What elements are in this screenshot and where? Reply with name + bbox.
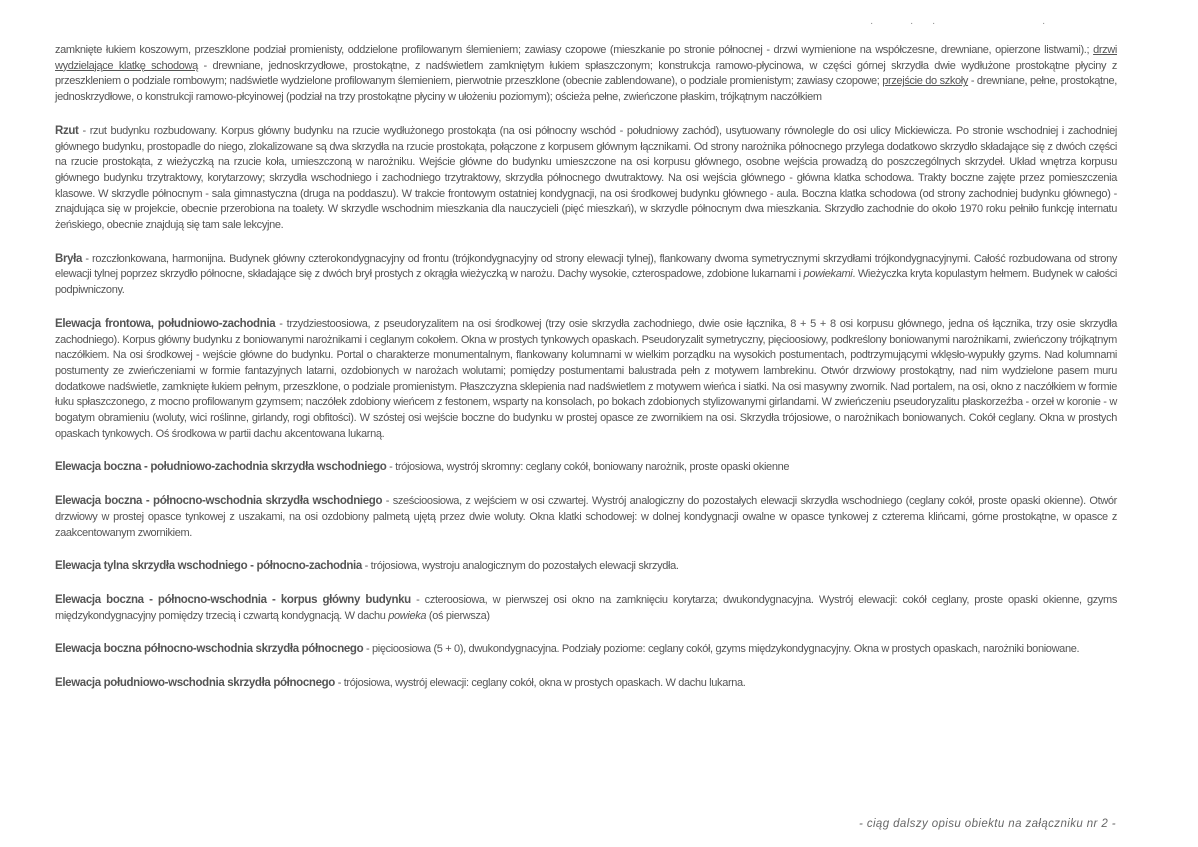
scan-mark: ·	[1042, 18, 1046, 29]
intro-text-2: - drewniane, jednoskrzydłowe, prostokątne, z nadświetlem zamkniętym łukiem spłaszczonym; konstrukcja ramowo-płycinowa, w części górnej skrzydła dwie wydłużone prostokątne płyciny z przeszkleniem o podziale rombowym; nadświetle wydzielone profilowanym ślemieniem, pierwotnie przeszklone (obecnie zablendowane), o podziale promienistym; zawiasy czopowe;	[55, 59, 1117, 88]
text-boczna-2: - sześcioosiowa, z wejściem w osi czwartej. Wystrój analogiczny do pozostałych elewacji skrzydła wschodniego (ceglany cokół, proste opaski okienne). Otwór drzwiowy w prostej opasce tynkowej z uszakami, na osi ozdobiony palmetą ujętą przez dwie woluty. Okna klatki schodowej: w dolnej kondygnacji owalne w opasce tynkowej z czterema klińcami, górne prostokątne, w opasce z zaakcentowanym zwornikiem.	[55, 495, 1117, 539]
text-boczna-3-italic: powieka	[388, 609, 427, 622]
paragraph-tylna	[55, 559, 1117, 575]
intro-text-3: - drewniane, pełne, prostokątne, jednoskrzydłowe, o konstrukcji ramowo-płcyinowej (podział na trzy prostokątne płyciny w ułożeniu poziomym); ościeża pełne, zwieńczone płaskim, trójkątnym naczółkiem	[55, 75, 1117, 104]
text-boczna-3-1: - czteroosiowa, w pierwszej osi okno na zamknięciu korytarza; dwukondygnacyjna. Wystrój elewacji: cokół ceglany, proste opaski okienne, gzyms międzykondygnacyjny pomiędzy trzecią i czwartą kondygnacją. W dachu	[55, 593, 1117, 622]
paragraph-frontowa	[55, 317, 1117, 443]
text-bryla-2: . Wieżyczka kryta kopulastym hełmem. Budynek w całości podpiwniczony.	[55, 268, 1117, 297]
text-poludniowo-wschodnia: - trójosiowa, wystrój elewacji: ceglany cokół, okna w prostych opaskach. W dachu lukarna.	[334, 677, 746, 690]
heading-frontowa: Elewacja frontowa, południowo-zachodnia	[55, 317, 276, 330]
intro-underlined-2: przejście do szkoły	[882, 75, 969, 88]
text-tylna: - trójosiowa, wystroju analogicznym do pozostałych elewacji skrzydła.	[361, 560, 679, 573]
paragraph-boczna-2	[55, 494, 1117, 541]
heading-boczna-3: Elewacja boczna - północno-wschodnia - korpus główny budynku	[55, 593, 411, 606]
text-frontowa: - trzydziestoosiowa, z pseudoryzalitem na osi środkowej (trzy osie skrzydła zachodniego, dwie osie łącznika, 8 + 5 + 8 osi korpusu głównego, jedna oś łącznika, trzy osie skrzydła zachodniego). Korpus główny budynku z boniowanymi narożnikami i ceglanym cokołem. Okna w prostych tynkowych opaskach. Pseudoryzalit symetryczny, pięcioosiowy, podkreślony boniowanymi narożnikami, zwieńczony trójkątnym naczółkiem. Na osi środkowej - wejście główne do budynku. Portal o charakterze monumentalnym, flankowany kolumnami w wielkim porządku na wysokich postumentach, podtrzymującymi wklęsło-wypukły gzyms. Nad kolumnami postumenty ze zwieńczeniami w formie fantazyjnych latarni, ozdobionych w narożach wolutami; pomiędzy postumentami balustrada pełn z motywem lambrekinu. Otwór drzwiowy prostokątny, nad nim wydzielone pasem muru dodatkowe nadświetle, zamknięte łukiem pełnym, przeszklone, o podziale promienistym. Płaszczyzna sklepienia nad nadświetlem z motywem wieńca i siatki. Na osi masywny zwornik. Nad portalem, na osi, okno z naczółkiem w formie łuku spłaszczonego, z mocno profilowanym gzymsem; naczółek zdobiony wieńcem z festonem, wsparty na konsolach, po bokach zdobionych stylizowanymi girlandami. W zwieńczeniu pseudoryzalitu płaskorzeźba - orzeł w koronie - w bogatym obramieniu (woluty, wici roślinne, girlandy, rogi obfitości). W szóstej osi wejście boczne do budynku w prostej opasce ze zwornikiem na osi. Skrzydła trójosiowe, o narożnikach boniowanych. Cokół ceglany. Okna w prostych opaskach tynkowych. Oś środkowa w partii dachu akcentowana lukarną.	[55, 317, 1117, 440]
scan-mark: ·	[932, 18, 936, 29]
text-bryla-1: - rozczłonkowana, harmonijna. Budynek główny czterokondygnacyjny od frontu (trójkondygnacyjny od strony elewacji tylnej), flankowany dwoma symetrycznymi skrzydłami trójkondygnacyjnymi. Całość rozbudowana od strony elewacji tylnej poprzez skrzydło północne, składające się z dwóch brył prostych z okrągła wieżyczką w narożu. Dachy wysokie, czterospadowe, zdobione lukarnami i	[55, 252, 1117, 281]
paragraph-bryla	[55, 252, 1117, 299]
paragraph-intro	[55, 43, 1117, 106]
paragraph-boczna-3	[55, 593, 1117, 624]
paragraph-poludniowo-wschodnia	[55, 676, 1117, 692]
text-boczna-3-2: (oś pierwsza)	[426, 609, 490, 622]
heading-poludniowo-wschodnia: Elewacja południowo-wschodnia skrzydła północnego	[55, 677, 335, 690]
heading-rzut: Rzut	[55, 124, 79, 137]
text-boczna-4: - pięcioosiowa (5 + 0), dwukondygnacyjna. Podziały poziome: ceglany cokół, gzyms międzykondygnacyjny. Okna w prostych opaskach, narożniki boniowane.	[363, 643, 1080, 656]
intro-underlined-1: drzwi wydzielające klatkę schodową	[55, 44, 1117, 72]
scan-mark: ·	[910, 18, 914, 29]
text-boczna-1: - trójosiowa, wystrój skromny: ceglany cokół, boniowany narożnik, proste opaski okienne	[386, 461, 790, 474]
heading-boczna-2: Elewacja boczna - północno-wschodnia skrzydła wschodniego	[55, 495, 383, 508]
document-body	[55, 43, 1117, 707]
text-bryla-italic: powiekami	[803, 268, 853, 281]
paragraph-boczna-4	[55, 642, 1117, 658]
heading-bryla: Bryła	[55, 252, 83, 265]
heading-boczna-1: Elewacja boczna - południowo-zachodnia skrzydła wschodniego	[55, 461, 387, 474]
intro-text-1: zamknięte łukiem koszowym, przeszklone podział promienisty, oddzielone profilowanym ślemieniem; zawiasy czopowe (mieszkanie po stronie północnej - drzwi wymienione na współczesne, drewniane, opierzone listwami).;	[55, 44, 1094, 56]
heading-boczna-4: Elewacja boczna północno-wschodnia skrzydła północnego	[55, 643, 364, 656]
scan-mark: ·	[870, 18, 874, 29]
paragraph-boczna-1	[55, 460, 1117, 476]
paragraph-rzut	[55, 124, 1117, 234]
heading-tylna: Elewacja tylna skrzydła wschodniego - północno-zachodnia	[55, 560, 362, 573]
text-rzut: - rzut budynku rozbudowany. Korpus główny budynku na rzucie wydłużonego prostokąta (na osi północny wschód - południowy zachód), usytuowany równolegle do osi ulicy Mickiewicza. Po stronie wschodniej i zachodniej głównego budynku, prostopadle do niego, zlokalizowane są dwa skrzydła na rzucie prostokąta, połączone z korpusem głównym łącznikami. Od strony narożnika północnego przylega dodatkowo skrzydło składające się z dwóch części na rzucie prostokąta, z wieżyczką na rzucie koła, umieszczoną w narożniku. Wejście główne do budynku umieszczone na osi korpusu głównego, osobne wejścia prowadzą do poszczególnych skrzydeł. Układ wnętrza korpusu głównego budynku trzytraktowy, korytarzowy; skrzydła wschodniego i zachodniego trzytraktowy, skrzydła północnego dwutraktowy. Na osi wejścia głównego - główna klatka schodowa. Trakty boczne zajęte przez pomieszczenia klasowe. W skrzydle północnym - sala gimnastyczna (druga na poddaszu). W trakcie frontowym ostatniej kondygnacji, na osi środkowej budynku głównego - aula. Boczna klatka schodowa (od strony zachodniej budynku głównego) - znajdująca się w projekcie, obecnie przerobiona na toalety. W skrzydle wschodnim mieszkania dla nauczycieli (pięć mieszkań), w skrzydle północnym dwa mieszkania. Skrzydło zachodnie do około 1970 roku pełniło funkcję internatu żeńskiego, obecnie znajdują się tam sale lekcyjne.	[55, 124, 1117, 232]
continuation-note: - ciąg dalszy opisu obiektu na załączniku nr 2 -	[859, 818, 1116, 830]
